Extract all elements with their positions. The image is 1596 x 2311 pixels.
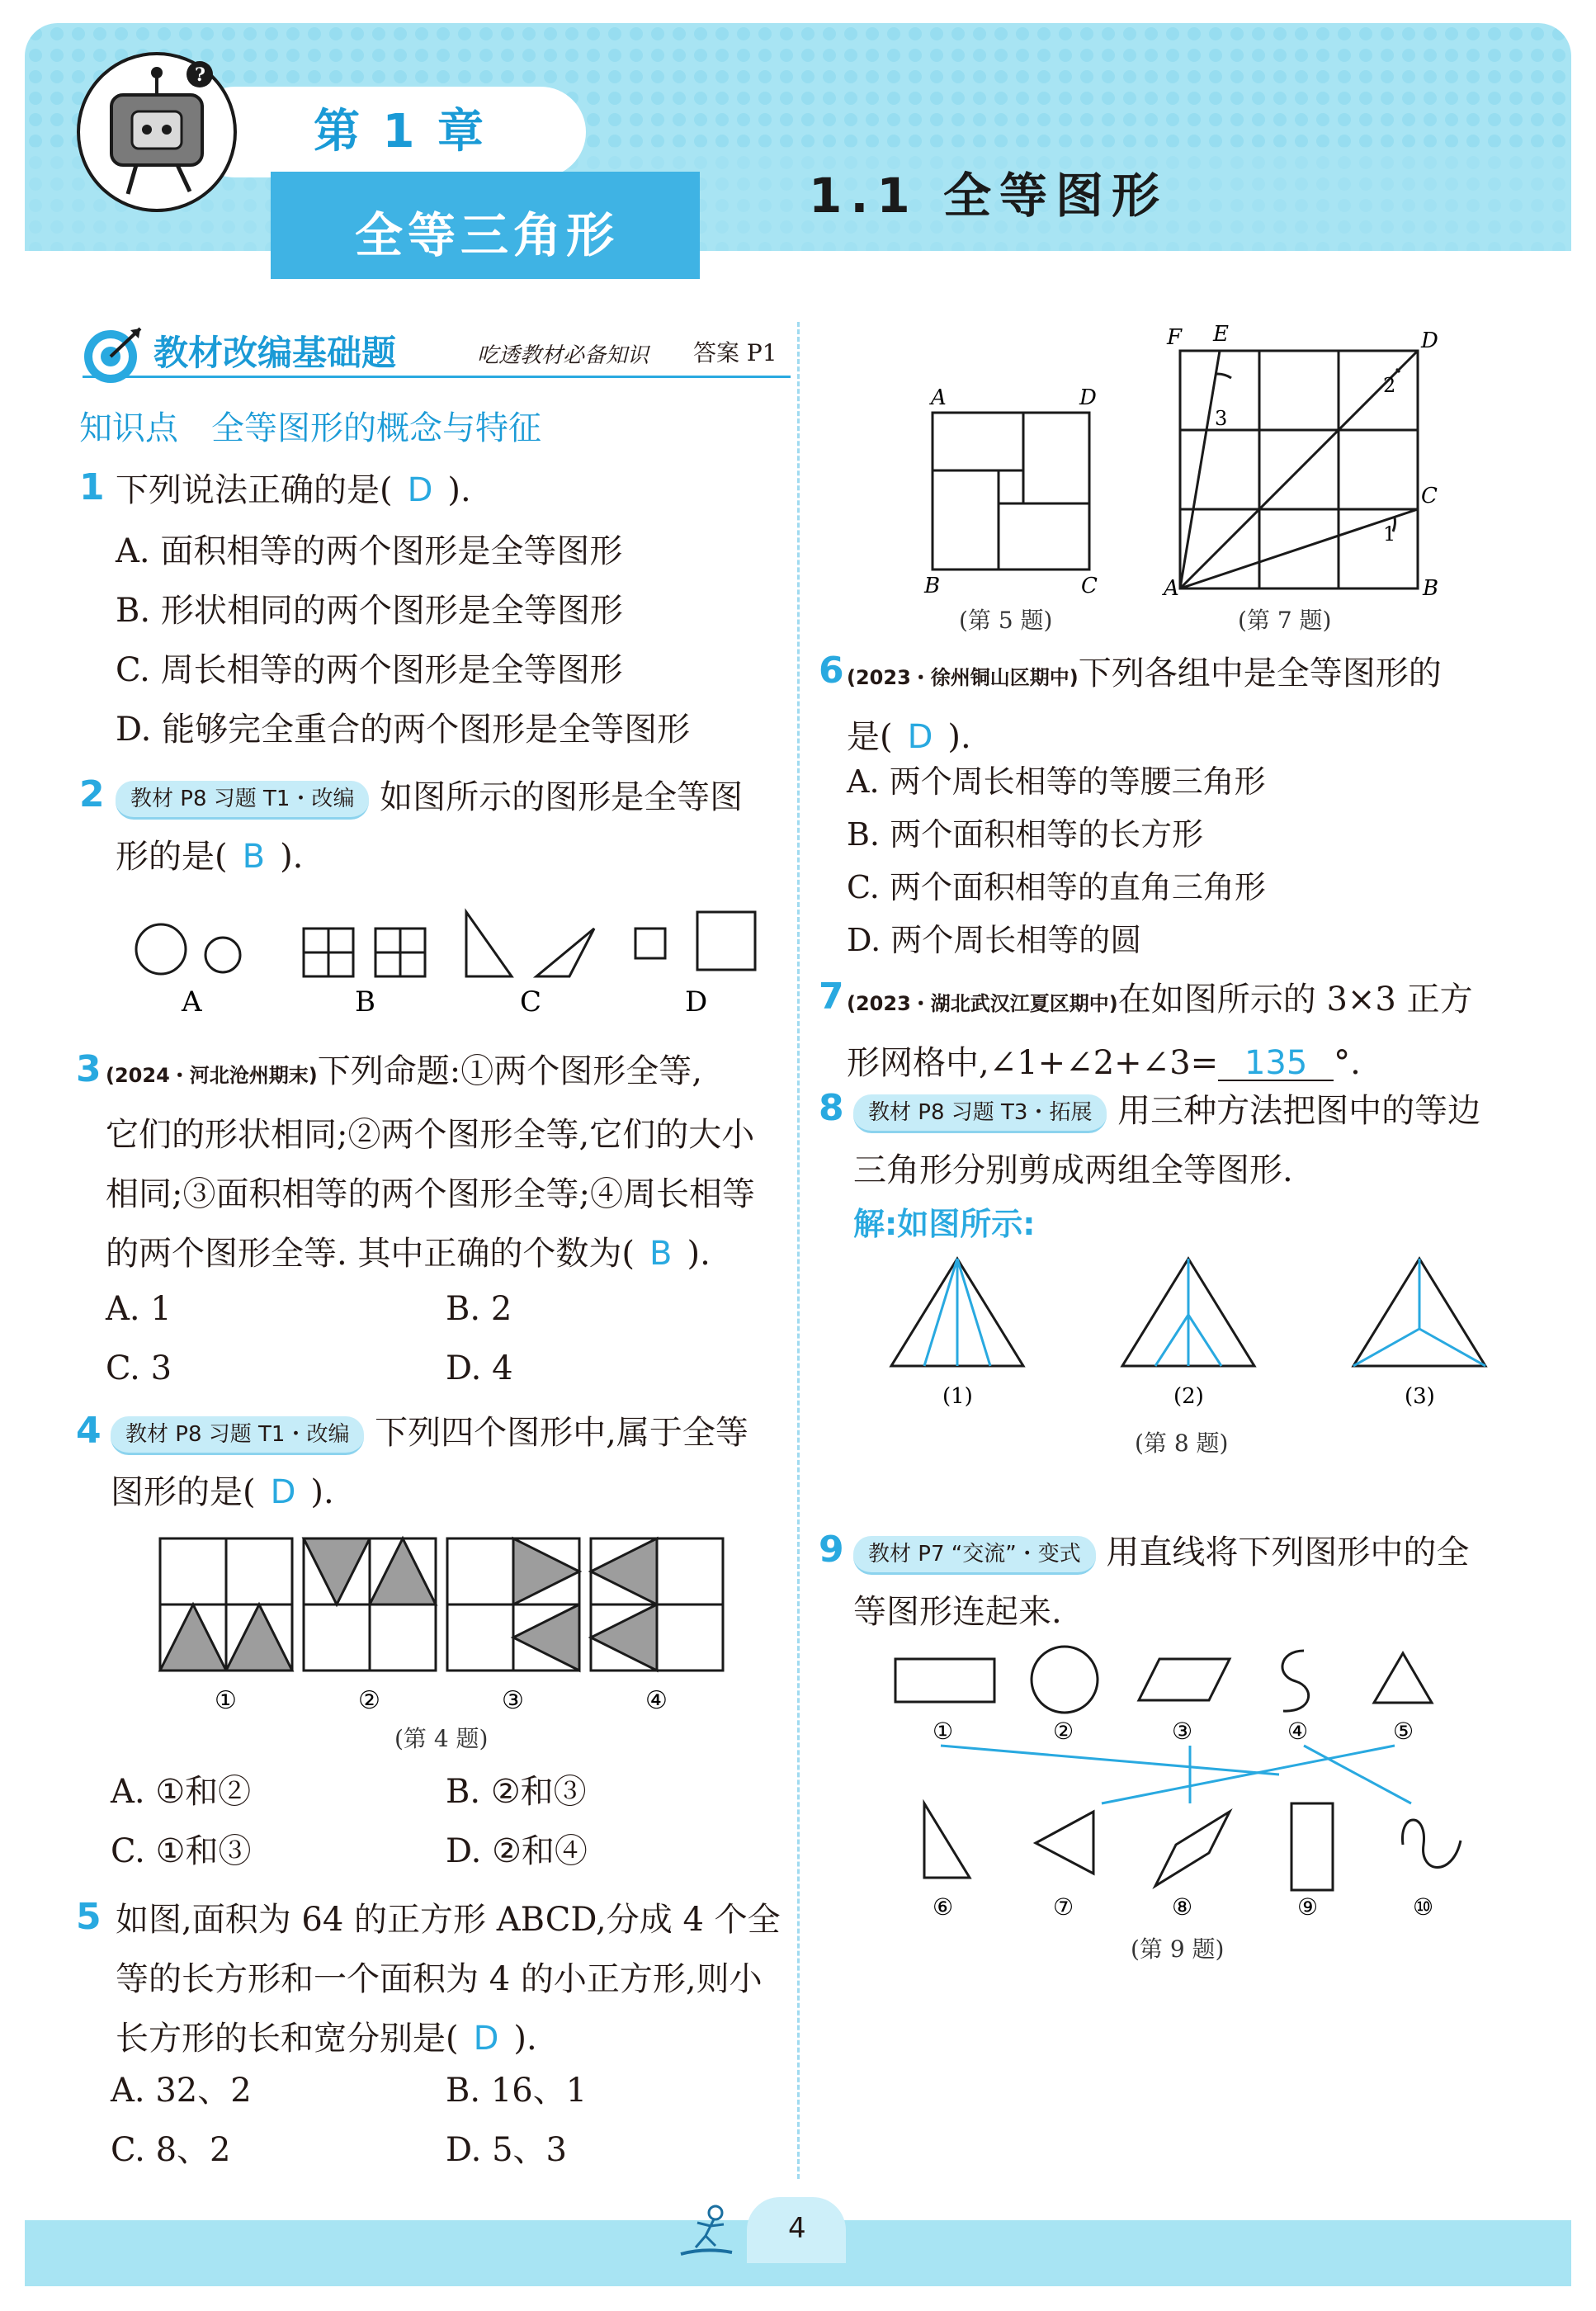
knowledge-point-title: 知识点 全等图形的概念与特征 [79,409,541,447]
q4-option-b: B. ②和③ [446,1773,587,1811]
q9-label-3: ③ [1172,1718,1193,1745]
q7-figure [1155,318,1444,598]
q6-option-a: A. 两个周长相等的等腰三角形 [847,763,1266,800]
q3-stem: (2024・河北沧州期末)下列命题:①两个图形全等, 它们的形状相同;②两个图形全等,它们的大小 相同;③面积相等的两个图形全等;④周长相等 的两个图形全等. 其中正确的个数为( B ). [106,1052,755,1273]
q7-number: 7 [819,976,844,1018]
banner-answer-ref: 答案 P1 [693,339,777,366]
q5-caption: (第 5 题) [959,607,1053,634]
q4-figure [157,1535,734,1717]
q8-label-3: (3) [1405,1384,1435,1409]
page-number: 4 [788,2212,806,2245]
q2-label-a: A [182,985,202,1018]
chapter-label: 第 1 章 [314,105,487,158]
q4-number: 4 [76,1410,102,1452]
q5-figure [908,380,1122,594]
q5-vertex-b: B [924,574,941,594]
q7-source: (2023・湖北武汉江夏区期中) [847,992,1118,1015]
q9-label-7: ⑦ [1053,1893,1074,1919]
q1-answer: D [407,471,433,509]
q3-answer: B [649,1235,673,1273]
q4-stem: 教材 P8 习题 T1・改编 下列四个图形中,属于全等 图形的是( D ). [111,1414,748,1511]
q2-stem: 教材 P8 习题 T1・改编 如图所示的图形是全等图 形的是( B ). [116,778,744,876]
q8-number: 8 [819,1087,844,1129]
q9-source-tag: 教材 P7 “交流”・变式 [853,1536,1096,1575]
q7-label-b: B [1423,576,1439,598]
q5-stem: 如图,面积为 64 的正方形 ABCD,分成 4 个全 等的长方形和一个面积为 4 的小正方形,则小 长方形的长和宽分别是( D ). [116,1901,781,2058]
q9-label-1: ① [933,1718,954,1745]
q8-stem: 教材 P8 习题 T3・拓展 用三种方法把图中的等边 三角形分别剪成两组全等图形. [853,1092,1481,1189]
q8-label-1: (1) [942,1384,973,1409]
q4-option-c: C. ①和③ [111,1832,252,1870]
q4-label-3: ③ [502,1686,524,1715]
q9-label-8: ⑧ [1172,1893,1193,1919]
q3-number: 3 [76,1048,102,1090]
q3-source: (2024・河北沧州期末) [106,1064,318,1087]
q4-answer: D [270,1473,296,1511]
section-title: 1.1 全等图形 [809,168,1168,224]
q5-option-c: C. 8、2 [111,2131,231,2169]
q9-stem: 教材 P7 “交流”・变式 用直线将下列图形中的全 等图形连起来. [853,1534,1470,1631]
q9-label-5: ⑤ [1393,1718,1414,1745]
q4-label-1: ① [215,1686,237,1715]
target-icon [79,322,145,388]
q1-options [116,522,690,759]
column-divider [797,322,800,2179]
q5-option-d: D. 5、3 [446,2131,567,2169]
banner-underline [83,376,791,378]
q5-vertex-c: C [1081,574,1098,594]
q7-stem: (2023・湖北武汉江夏区期中)在如图所示的 3×3 正方 形网格中,∠1+∠2+∠3= 135 °. [847,981,1473,1082]
q9-label-10: ⑩ [1413,1893,1434,1919]
q2-label-c: C [520,985,542,1018]
q7-label-f: F [1167,325,1183,350]
q1-stem: 下列说法正确的是( D ). [116,471,471,509]
q6-option-b: B. 两个面积相等的长方形 [847,816,1204,853]
q7-label-d: D [1421,328,1438,353]
q4-option-a: A. ①和② [111,1773,252,1811]
q4-source-tag: 教材 P8 习题 T1・改编 [111,1416,364,1455]
q8-solution-label: 解:如图所示: [853,1206,1036,1242]
q2-answer: B [242,838,266,876]
q4-label-4: ④ [645,1686,668,1715]
q2-label-b: B [355,985,375,1018]
q5-vertex-d: D [1079,385,1097,410]
q5-option-a: A. 32、2 [111,2072,252,2110]
q7-angle-2: 2 [1383,374,1396,397]
svg-text:?: ? [195,64,205,86]
q3-option-c: C. 3 [106,1349,172,1387]
robot-mascot-icon [74,50,239,215]
q3-option-a: A. 1 [106,1290,172,1328]
q1-option-a: A. 面积相等的两个图形是全等图形 [116,532,623,570]
q9-caption: (第 9 题) [1131,1935,1225,1963]
q7-label-c: C [1421,484,1438,508]
q7-angle-3: 3 [1215,407,1228,430]
q1-option-d: D. 能够完全重合的两个图形是全等图形 [116,711,691,749]
q9-figure [891,1638,1485,1919]
q7-label-e: E [1213,322,1229,347]
q6-source: (2023・徐州铜山区期中) [847,666,1079,689]
q5-option-b: B. 16、1 [446,2072,588,2110]
banner-title: 教材改编基础题 [153,333,397,373]
q2-label-d: D [685,985,708,1018]
q6-option-c: C. 两个面积相等的直角三角形 [847,869,1266,905]
q8-source-tag: 教材 P8 习题 T3・拓展 [853,1094,1107,1133]
q8-caption: (第 8 题) [1135,1430,1229,1457]
q1-option-b: B. 形状相同的两个图形是全等图形 [116,592,623,630]
q7-label-a: A [1164,576,1179,598]
q7-answer: 135 [1218,1047,1334,1081]
q6-number: 6 [819,650,844,692]
q2-source-tag: 教材 P8 习题 T1・改编 [116,781,369,820]
q9-label-9: ⑨ [1297,1893,1319,1919]
chapter-title: 全等三角形 [355,207,620,263]
q1-option-c: C. 周长相等的两个图形是全等图形 [116,651,623,689]
q4-option-d: D. ②和④ [446,1832,588,1870]
q5-vertex-a: A [931,385,947,410]
surfer-icon [673,2200,739,2266]
q6-option-d: D. 两个周长相等的圆 [847,922,1142,958]
banner-subtitle: 吃透教材必备知识 [477,343,649,368]
q1-number: 1 [79,466,105,508]
q3-option-b: B. 2 [446,1290,512,1328]
q7-angle-1: 1 [1383,522,1396,546]
q3-option-d: D. 4 [446,1349,513,1387]
q9-number: 9 [819,1529,844,1571]
q8-figure [883,1250,1502,1415]
q4-caption: (第 4 题) [394,1725,489,1752]
q5-answer: D [473,2020,499,2058]
q9-label-4: ④ [1287,1718,1309,1745]
q4-label-2: ② [358,1686,380,1715]
q2-number: 2 [79,773,105,815]
q7-caption: (第 7 题) [1238,607,1332,634]
q6-answer: D [907,718,933,756]
q8-label-2: (2) [1173,1384,1204,1409]
q6-options [847,755,1266,966]
q9-label-2: ② [1053,1718,1074,1745]
q9-label-6: ⑥ [933,1893,954,1919]
q5-number: 5 [76,1896,102,1938]
q6-stem: (2023・徐州铜山区期中)下列各组中是全等图形的 是( D ). [847,655,1442,756]
q2-figure [124,904,767,1019]
